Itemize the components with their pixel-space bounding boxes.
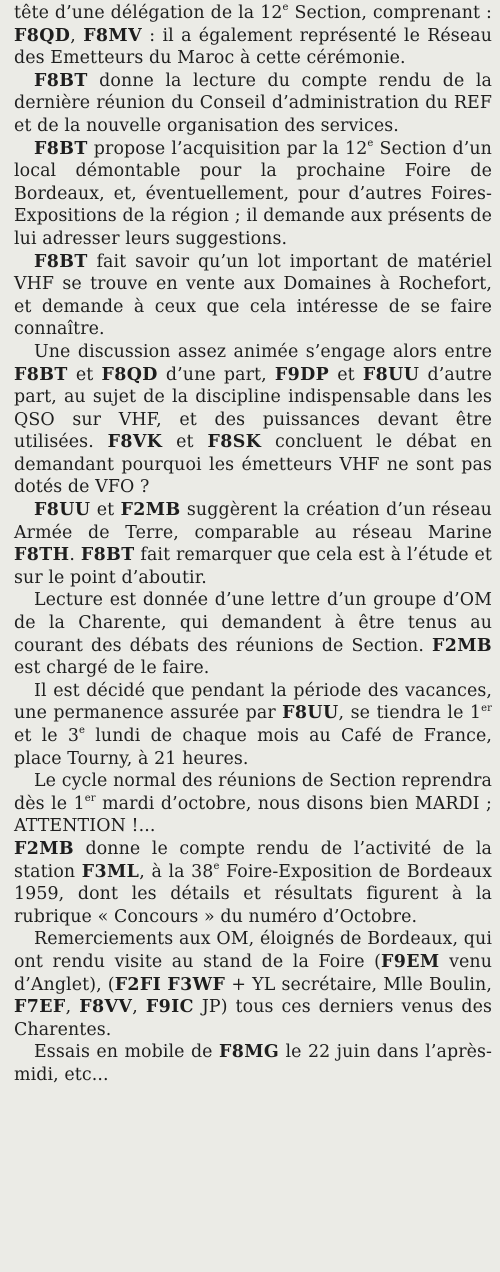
paragraph-text: et [162,432,208,453]
callsign: F8MV [83,25,142,46]
article-paragraph [14,70,492,138]
callsign: F8UU [282,703,339,724]
paragraph-text: Il est décidé que pendant la période des vacances, une permanence assurée par [14,680,492,724]
paragraph-text: et le 3 [14,726,80,746]
article-paragraph [14,499,492,589]
ordinal-superscript: e [282,2,289,14]
callsign: F3WF [167,974,226,995]
article-body [14,2,492,1087]
callsign: F2MB [432,635,492,656]
callsign: F8SK [207,432,262,453]
callsign: F8BT [14,364,68,385]
paragraph-text: est chargé de le faire. [14,658,210,679]
paragraph-text: propose l’acquisition par la 12 [87,138,368,159]
article-paragraph [14,680,492,770]
paragraph-text: , [132,997,146,1018]
paragraph-text: concluent le débat en demandant pourquoi les émetteurs VHF ne sont pas dotés de VFO ? [14,432,492,498]
paragraph-text: Section d’un local démontable pour la prochaine Foire de Bordeaux, et, éventuellement, pour d’autres Foires-Expositions de la région ; il demande aux présents de lui adresser leurs suggestions. [14,138,492,249]
paragraph-text: venu d’Anglet), ( [14,951,492,995]
callsign: F8BT [34,251,88,272]
article-paragraph [14,138,492,251]
callsign: F9DP [274,364,330,385]
callsign: F3ML [81,861,140,882]
callsign: F9IC [145,997,194,1018]
callsign: F2MB [120,500,181,521]
article-paragraph [14,770,492,838]
paragraph-text: et [329,364,363,385]
callsign: F8VV [79,997,133,1018]
paragraph-text: , [70,25,84,46]
callsign: F9EM [381,951,440,972]
article-paragraph [14,1041,492,1086]
callsign: F8UU [362,364,420,385]
callsign: F8QD [14,25,71,46]
paragraph-text: et [67,364,102,385]
paragraph-text: , se tiendra le 1 [338,703,482,724]
article-paragraph [14,589,492,679]
callsign: F8QD [101,364,158,385]
callsign: F8VK [107,432,163,453]
callsign: F8UU [34,500,91,521]
ordinal-superscript: e [367,137,374,149]
article-paragraph [14,928,492,1041]
callsign: F8BT [80,545,135,566]
callsign: F2FI [114,974,162,995]
callsign: F2MB [14,838,74,859]
paragraph-text: , à la 38 [139,861,214,882]
paragraph-text: Section, comprenant : [288,3,492,23]
article-paragraph [14,251,492,341]
paragraph-text: Lecture est donnée d’une lettre d’un groupe d’OM de la Charente, qui demandent à être tenus au courant des débats des réunions de Section. [14,590,492,656]
ordinal-superscript: e [79,725,86,737]
paragraph-text: fait remarquer que cela est à l’étude et sur le point d’aboutir. [14,545,493,588]
callsign: F7EF [14,997,66,1018]
paragraph-text: . [69,545,81,566]
paragraph-text: fait savoir qu’un lot important de matériel VHF se trouve en vente aux Domaines à Rochefort, et demande à ceux que cela intéresse de se faire connaître. [14,251,492,340]
paragraph-text: d’autre part, au sujet de la discipline indispensable dans les QSO sur VHF, et des puissances devant être utilisées. [14,364,492,453]
article-paragraph [14,341,492,499]
paragraph-text: Remerciements aux OM, éloignés de Bordeaux, qui ont rendu visite au stand de la Foire ( [14,929,492,972]
paragraph-text: Foire-Exposition de Bordeaux 1959, dont les détails et résultats figurent à la rubrique « Concours » du numéro d’Octobre. [14,861,492,927]
article-paragraph [14,838,492,928]
callsign: F8BT [34,138,88,159]
paragraph-text: le 22 juin dans l’après-midi, etc... [14,1042,492,1085]
callsign: F8TH [14,545,70,566]
ordinal-superscript: er [481,702,492,714]
callsign: F8BT [34,70,88,91]
paragraph-text: donne le compte rendu de l’activité de la station [14,838,492,882]
paragraph-text: d’une part, [157,364,275,385]
paragraph-text: suggèrent la création d’un réseau Armée de Terre, comparable au réseau Marine [14,500,492,543]
paragraph-text: JP) tous ces derniers venus des Charentes. [14,997,492,1040]
ordinal-superscript: er [84,792,96,804]
paragraph-text: tête d’une délégation de la 12 [14,3,283,23]
paragraph-text: Le cycle normal des réunions de Section reprendra dès le 1 [14,771,492,814]
callsign: F8MG [218,1042,280,1063]
paragraph-text: et [90,500,121,521]
paragraph-text: + YL secrétaire, Mlle Boulin, [225,974,492,995]
paragraph-text: : il a également représenté le Réseau des Emetteurs du Maroc à cette cérémonie. [14,25,492,69]
paragraph-text: lundi de chaque mois au Café de France, place Tourny, à 21 heures. [14,726,492,769]
paragraph-text: , [65,997,80,1018]
paragraph-text: mardi d’octobre, nous disons bien MARDI ; ATTENTION !... [14,793,493,837]
article-paragraph [14,2,492,70]
paragraph-text: Une discussion assez animée s’engage alors entre [34,341,492,362]
ordinal-superscript: e [213,860,220,872]
paragraph-text: Essais en mobile de [34,1042,219,1063]
paragraph-text: donne la lecture du compte rendu de la dernière réunion du Conseil d’administration du REF et de la nouvelle organisation des services. [14,70,492,136]
